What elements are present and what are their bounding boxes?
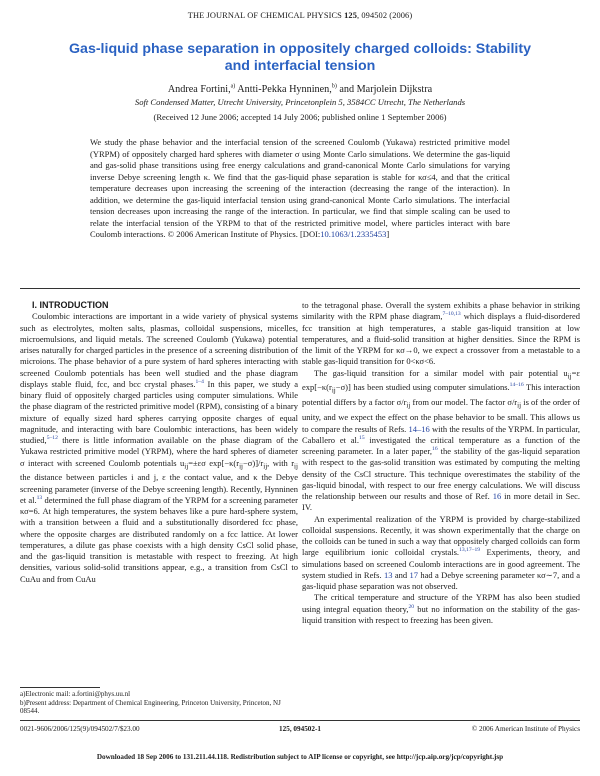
- download-notice[interactable]: Downloaded 18 Sep 2006 to 131.211.44.118. Redistribution subject to AIP license or copyright, see http://jcp.aip.org/jcp/copyright.jsp: [96, 753, 504, 761]
- author-2-footnote-mark[interactable]: b): [331, 83, 337, 90]
- doi-suffix: ]: [386, 229, 390, 240]
- author-1: Andrea Fortini,: [167, 84, 231, 95]
- paper-title: Gas-liquid phase separation in oppositely charged colloids: Stability and interfacial tension: [69, 41, 531, 74]
- reference-link[interactable]: 13,17–19: [459, 547, 481, 554]
- reference-link[interactable]: 13: [383, 569, 393, 580]
- journal-citation: 094502 (2006): [361, 11, 413, 20]
- intro-paragraph-1: [20, 311, 298, 585]
- author-3: Marjolein Dijkstra: [356, 84, 433, 95]
- subscript: ij: [184, 462, 189, 471]
- footer-page-number: 125, 094502-1: [279, 725, 321, 733]
- text-run: but no information on the stability of the gas-liquid transition with respect to freezing has been given.: [302, 603, 581, 625]
- text-run: the distance between particles i and j, ε the contact value, and κ the Debye screening parameter (inverse of the Debye screening length). Recently, Hynninen et al.: [20, 472, 298, 505]
- subscript: ij: [567, 372, 572, 381]
- reference-link[interactable]: 16: [492, 491, 502, 502]
- footer-copyright: © 2006 American Institute of Physics: [471, 725, 580, 733]
- doi-link[interactable]: 10.1063/1.2335453: [320, 229, 387, 240]
- text-run: In this paper, we study a binary fluid of oppositely charged particles using computer simulations. While the phase diagram of the restricted primitive model (RPM), consisting of a binary mixture of equally sized hard spheres carrying opposite charges of equal magnitude, and interacting with bare Coulombic interactions, has been widely studied,: [20, 378, 298, 445]
- text-run: Coulombic interactions are important in a wide variety of physical systems such as electrolytes, molten salts, plasmas, colloidal suspensions, micelles, microemulsions, and liquid metals. The screened Coulomb (Yukawa) potential arises naturally for charged particles in the presence of a screening distribution of microions. The phase behavior of a pure system of hard spheres interacting with screened Coulomb potentials has been well studied and the phase diagram displays stable fluid, fcc, and bcc crystal phases.: [20, 311, 298, 389]
- reference-link[interactable]: 13: [36, 495, 43, 502]
- text-run: −σ)]/r: [243, 457, 264, 468]
- text-run: determined the full phase diagram of the YRPM for a screening parameter κσ=6. At high temperatures, the system behaves like a pure hard-sphere system, with a transition between a fluid and a substitutionally disordered fcc phase, where the opposite charges are distributed randomly on a fcc lattice. At lower temperatures, a dilute gas phase coexists with a high density CsCl solid phase, and the gas-liquid transition is metastable with respect to freezing. At high densities, various solid-solid transitions appear, e.g., a transition from CsCl to CuAu and from CuAu: [20, 494, 298, 584]
- author-1-footnote-mark[interactable]: a): [230, 83, 236, 90]
- abstract-text: We study the phase behavior and the interfacial tension of the screened Coulomb (Yukawa) restricted primitive model (YRPM) of oppositely charged hard spheres with diameter σ using Monte Carlo simulations. We determine the gas-liquid and gas-solid phase transitions using free energy calculations and grand-canonical Monte Carlo simulations for varying inverse Debye screening length κ. We find that the gas-liquid phase separation is stable for κσ≤4, and that the critical temperature decreases upon increasing the screening of the interaction (decreasing the range of the interaction). In addition, we determine the gas-liquid interfacial tension using grand-canonical Monte Carlo simulations. The interfacial tension decreases upon increasing the range of the interaction. In particular, we find that simple scaling can be used to relate the interfacial tension of the YRPM to that of the restricted primitive model, where particles interact with bare Coulomb interactions. © 2006 American Institute of Physics.: [90, 137, 510, 240]
- text-run: in more detail in Sec. IV.: [302, 491, 580, 513]
- intro-paragraph-4: [302, 592, 580, 626]
- journal-name: THE JOURNAL OF CHEMICAL PHYSICS: [187, 11, 342, 20]
- intro-paragraph-3: [302, 514, 580, 593]
- abstract-divider: [20, 288, 580, 289]
- text-run: This interaction potential differs by a factor σ/r: [302, 382, 580, 408]
- text-run: The critical temperature and structure of the YRPM has also been studied using integral equation theory,: [302, 592, 580, 614]
- received-dates: (Received 12 June 2006; accepted 14 July 2006; published online 1 September 2006): [153, 112, 447, 122]
- text-run: and: [392, 569, 408, 580]
- author-conjunction: and: [339, 84, 355, 95]
- text-run: there is little information available on the phase diagram of the Yukawa restricted primitive model (YRPM), where the hard spheres of diameter σ interact with screened Coulomb potentials u: [20, 435, 298, 468]
- text-run: is of the order of unity, and we expect the effect on the phase behavior to be small. This allows us to compare the results of Refs.: [302, 397, 580, 434]
- reference-link[interactable]: 1–4: [195, 378, 204, 385]
- intro-paragraph-2: [302, 368, 580, 514]
- doi-prefix: [DOI:: [299, 229, 321, 240]
- footer-issn: 0021-9606/2006/125(9)/094502/7/$23.00: [20, 725, 140, 733]
- text-run: , with r: [267, 457, 295, 468]
- text-run: investigated the critical temperature as a function of the screening parameter. In a later paper,: [302, 434, 580, 457]
- author-list: [60, 84, 540, 95]
- journal-header: THE JOURNAL OF CHEMICAL PHYSICS 125, 094502 (2006): [187, 11, 413, 20]
- left-column: [20, 300, 298, 585]
- text-run: Experiments, theory, and simulations based on screened Coulomb interactions are in good agreement. The system studied in Refs.: [302, 547, 580, 580]
- reference-link[interactable]: 17: [409, 569, 419, 580]
- text-run: The gas-liquid transition for a similar model with pair potential u: [314, 367, 568, 378]
- text-run: =ε exp[−κ(r: [302, 367, 580, 393]
- text-run: with the results of the YRPM. In particular, Caballero et al.: [302, 423, 580, 445]
- reference-link[interactable]: 14–16: [509, 382, 524, 389]
- text-run: An experimental realization of the YRPM is provided by charge-stabilized colloidal suspensions. Recently, it was shown experimentally that the charge on the colloids can be tuned in such a way that oppositely charged colloids can form large equilibrium ionic colloidal crystals.: [302, 513, 580, 558]
- footnote-b: b)Present address: Department of Chemical Engineering, Princeton University, Princeton, NJ 08544.: [20, 698, 281, 716]
- section-heading: I. INTRODUCTION: [32, 300, 109, 310]
- text-run: =±εσ exp[−κ(r: [188, 457, 240, 468]
- journal-volume: 125: [344, 11, 357, 20]
- subscript: ij: [517, 402, 522, 411]
- reference-link[interactable]: 7–10,13: [442, 311, 461, 318]
- subscript: ij: [239, 462, 243, 471]
- subscript: ij: [263, 462, 268, 471]
- footnote-a: a)Electronic mail: a.fortini@phys.uu.nl: [20, 690, 131, 698]
- footnotes: [20, 690, 298, 716]
- subscript: ij: [294, 462, 298, 471]
- abstract: [90, 137, 510, 241]
- reference-link[interactable]: 14–16: [408, 423, 430, 434]
- text-run: the stability of the gas-liquid separation with respect to the gas-solid transition was estimated by computing the melting density of the CsCl structure. This technique overestimates the stability of the gas-liquid binodal, with respect to our free energy calculations. We will discuss the relationship between our results and those of Ref.: [302, 446, 581, 502]
- reference-link[interactable]: 15: [359, 434, 365, 441]
- text-run: to the tetragonal phase. Overall the system exhibits a phase behavior in striking similarity with the RPM phase diagram,: [302, 300, 580, 322]
- reference-link[interactable]: 5–12: [46, 435, 58, 442]
- footer-divider: [20, 720, 580, 721]
- affiliation: Soft Condensed Matter, Utrecht University, Princetonplein 5, 3584CC Utrecht, The Netherlands: [134, 97, 466, 107]
- subscript: ij: [331, 387, 336, 396]
- text-run: −σ)] has been studied using computer simulations.: [335, 382, 510, 393]
- text-run: from our model. The factor σ/r: [410, 397, 518, 408]
- subscript: ij: [406, 402, 411, 411]
- footnote-divider: [20, 687, 100, 688]
- text-run: which displays a fluid-disordered fcc transition at high temperatures, a stable gas-liquid transition at low temperatures, and a fluid-solid transition at higher densities. Since the RPM is the limit of the YRPM for κσ→0, we expect a crossover from a metastable to a stable gas-liquid transition for 0<κσ<6.: [302, 311, 580, 367]
- reference-link[interactable]: 20: [408, 603, 415, 610]
- intro-paragraph-1-continued: [302, 300, 580, 368]
- right-column: [302, 300, 580, 626]
- reference-link[interactable]: 16: [432, 446, 438, 453]
- text-run: had a Debye screening parameter κσ∼7, and a gas-liquid phase separation was not observed.: [302, 569, 581, 592]
- author-2: Antti-Pekka Hynninen,: [237, 84, 332, 95]
